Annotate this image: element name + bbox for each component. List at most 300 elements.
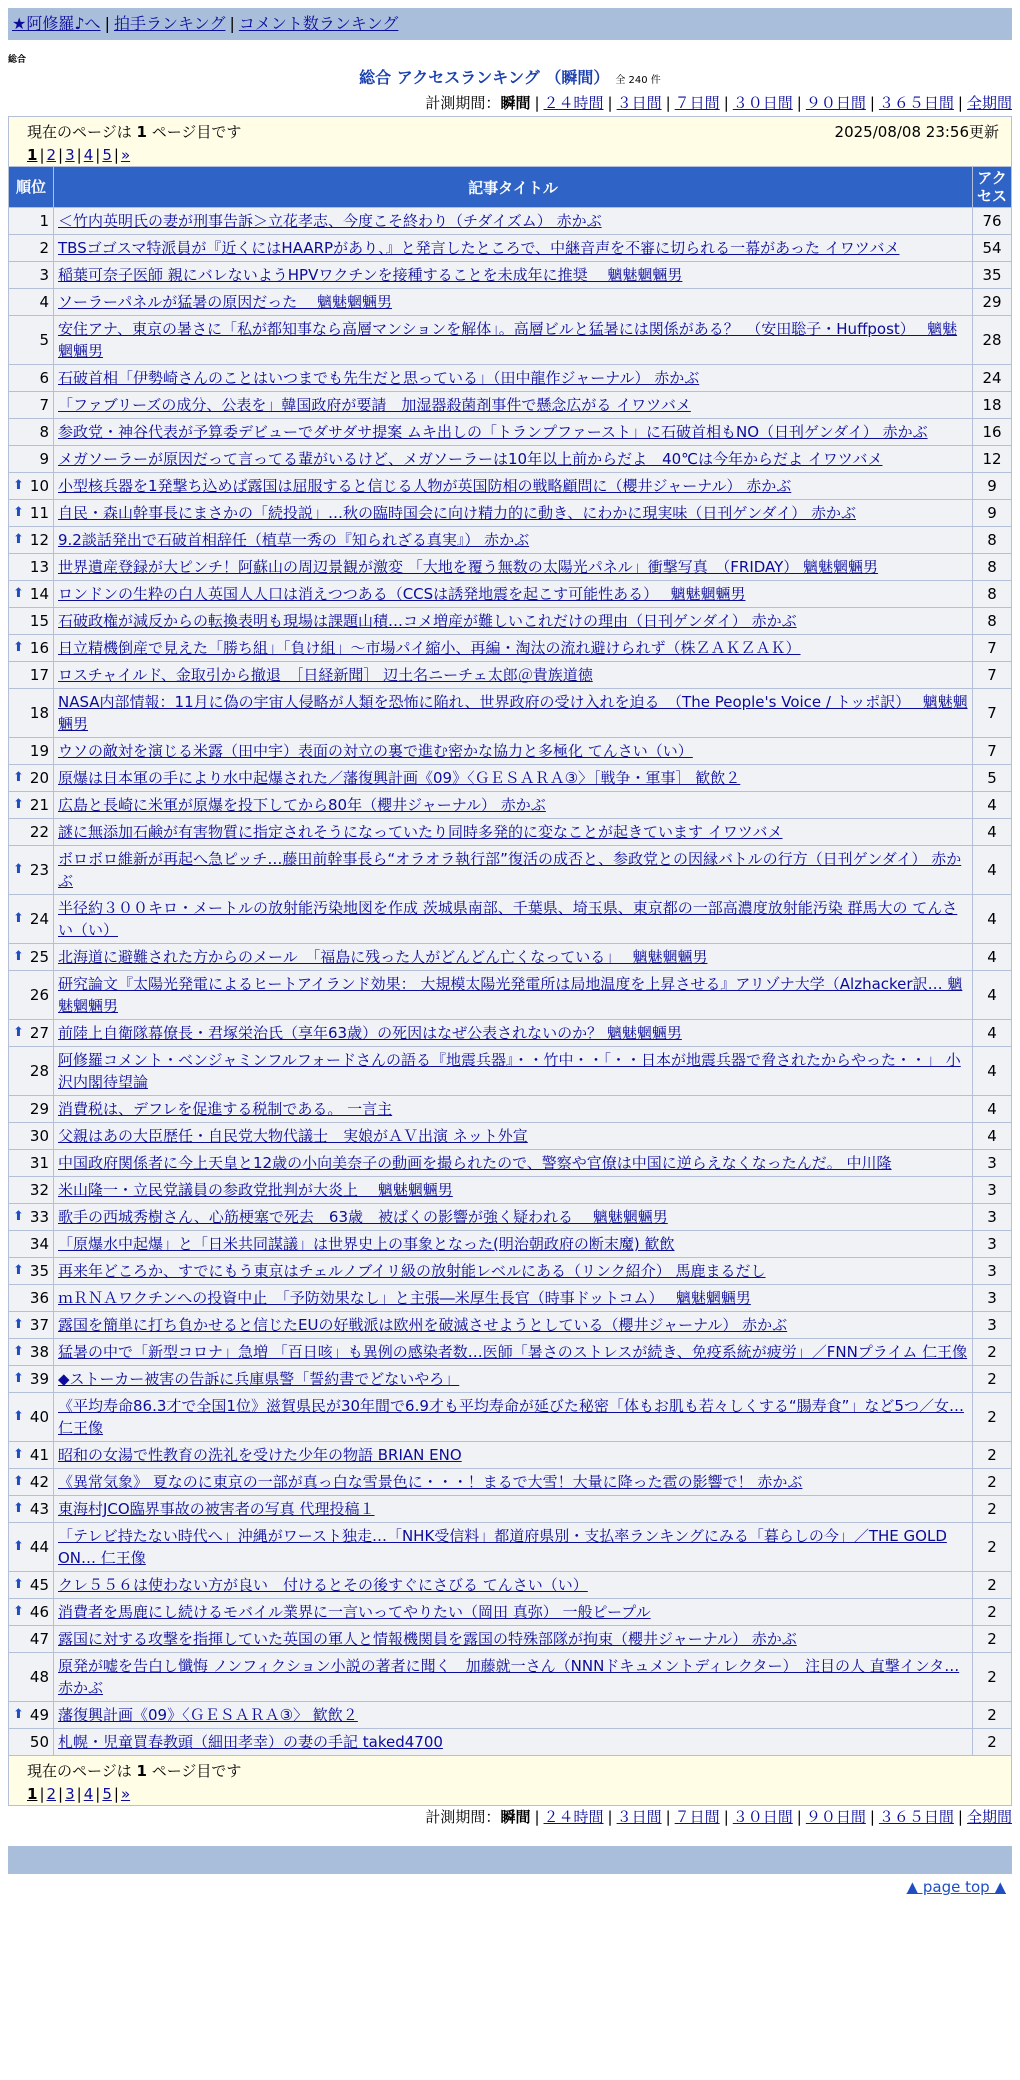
rank-cell (9, 1702, 54, 1729)
article-title-link[interactable]: 米山隆一・立民党議員の参政党批判が大炎上 魑魅魍魎男 (58, 1181, 453, 1199)
period-separator: | (957, 1808, 963, 1826)
rank-number: 13 (29, 558, 49, 576)
rank-cell (9, 765, 54, 792)
table-row (9, 289, 1012, 316)
nav-applause-ranking-link[interactable]: 拍手ランキング (113, 14, 226, 33)
table-row (9, 608, 1012, 635)
period-option[interactable]: ３６５日間 (878, 94, 954, 112)
pager-page-link-bottom[interactable]: 5 (102, 1785, 112, 1803)
table-row (9, 1653, 1012, 1702)
rank-cell (9, 527, 54, 554)
pager-page-link[interactable]: 3 (65, 146, 75, 164)
article-title-link[interactable]: 中国政府関係者に今上天皇と12歳の小向美奈子の動画を撮られたので、警察や官僚は中国に逆らえなくなったんだ。 中川隆 (58, 1154, 892, 1172)
table-row (9, 235, 1012, 262)
title-cell (54, 819, 973, 846)
ranking-table (8, 116, 1012, 1806)
article-title-link[interactable]: 阿修羅コメント・ベンジャミンフルフォードさんの語る『地震兵器』・・竹中・・「・・日本が地震兵器で脅されたからやった・・」 小沢内閣待望論 (58, 1051, 961, 1091)
period-option-bottom[interactable]: ９０日間 (805, 1808, 866, 1826)
rank-number: 26 (29, 986, 49, 1004)
rank-number: 23 (29, 861, 49, 879)
rank-up-arrow-icon: ⬆ (13, 1344, 24, 1359)
period-separator: | (796, 1808, 802, 1826)
article-title-link[interactable]: ソーラーパネルが猛暑の原因だった 魑魅魍魎男 (58, 293, 393, 311)
article-title-link[interactable]: 「テレビ持たない時代へ」沖縄がワースト独走…「NHK受信料」都道府県別・支払率ランキングにみる「暮らしの今」／THE GOLD ON… 仁王像 (58, 1527, 947, 1567)
title-cell (54, 1366, 973, 1393)
rank-number: 39 (29, 1370, 49, 1388)
rank-number: 45 (29, 1576, 49, 1594)
period-separator: | (796, 94, 802, 112)
access-count: 24 (973, 365, 1012, 392)
article-title-link[interactable]: 謎に無添加石鹸が有害物質に指定されそうになっていたり同時多発的に変なことが起きています イワツバメ (58, 823, 783, 841)
title-cell (54, 1496, 973, 1523)
article-title-link[interactable]: 消費者を馬鹿にし続けるモバイル業界に一言いってやりたい（岡田 真弥） 一般ピープル (58, 1603, 651, 1621)
pager-page-link[interactable]: 4 (83, 146, 94, 164)
rank-cell (9, 1523, 54, 1572)
access-count: 2 (973, 1339, 1012, 1366)
rank-cell (9, 1150, 54, 1177)
article-title-link[interactable]: 原発が嘘を告白し懺悔 ノンフィクション小説の著者に聞く 加藤就一さん（NNNドキュメントディレクター） 注目の人 直撃インタ… 赤かぶ (58, 1657, 960, 1697)
article-title-link[interactable]: 再来年どころか、すでにもう東京はチェルノブイリ級の放射能レベルにある（リンク紹介） 馬鹿まるだし (58, 1262, 766, 1280)
access-count: 2 (973, 1599, 1012, 1626)
table-row (9, 1150, 1012, 1177)
article-title-link[interactable]: 《異常気象》 夏なのに東京の一部が真っ白な雪景色に・・・！まるで大雪！大量に降った雹の影響で！ 赤かぶ (58, 1473, 803, 1491)
pager-separator: | (58, 1785, 64, 1803)
rank-up-arrow-icon: ⬆ (13, 640, 24, 655)
period-option[interactable]: 全期間 (966, 94, 1012, 112)
rank-cell (9, 289, 54, 316)
period-option-bottom[interactable]: 全期間 (966, 1808, 1012, 1826)
rank-number: 42 (29, 1473, 49, 1491)
period-option-bottom[interactable]: ７日間 (674, 1808, 720, 1826)
title-cell (54, 1393, 973, 1442)
top-nav: ★阿修羅♪へ | 拍手ランキング | コメント数ランキング (8, 8, 1012, 40)
rank-number: 30 (29, 1127, 49, 1145)
access-count: 4 (973, 846, 1012, 895)
rank-cell (9, 1393, 54, 1442)
table-row (9, 1204, 1012, 1231)
rank-cell (9, 689, 54, 738)
updated-timestamp: 2025/08/08 23:56更新 (834, 123, 999, 141)
period-option[interactable]: ７日間 (674, 94, 720, 112)
rank-cell (9, 1047, 54, 1096)
rank-number: 46 (29, 1603, 49, 1621)
table-row (9, 635, 1012, 662)
access-count: 18 (973, 392, 1012, 419)
table-row (9, 1393, 1012, 1442)
title-cell (54, 554, 973, 581)
article-title-link[interactable]: 《平均寿命86.3才で全国1位》滋賀県民が30年間で6.9才も平均寿命が延びた秘密「体もお肌も若々しくする“腸寿食”」など5つ／女… 仁王像 (58, 1397, 964, 1437)
rank-cell (9, 1339, 54, 1366)
rank-cell (9, 1366, 54, 1393)
rank-number: 19 (29, 742, 49, 760)
rank-number: 35 (29, 1262, 49, 1280)
rank-cell (9, 581, 54, 608)
rank-number: 48 (29, 1668, 49, 1686)
pager-page-link[interactable]: 5 (102, 146, 112, 164)
rank-cell (9, 1599, 54, 1626)
pager-page-link-bottom[interactable]: 3 (65, 1785, 75, 1803)
title-cell (54, 1285, 973, 1312)
rank-up-arrow-icon: ⬆ (13, 1409, 24, 1424)
rank-cell (9, 392, 54, 419)
access-count: 7 (973, 689, 1012, 738)
article-title-link[interactable]: 石破政権が減反からの転換表明も現場は課題山積…コメ増産が難しいこれだけの理由（日刊ゲンダイ） 赤かぶ (58, 612, 797, 630)
rank-cell (9, 446, 54, 473)
article-title-link[interactable]: 石破首相「伊勢崎さんのことはいつまでも先生だと思っている」（田中龍作ジャーナル） 赤かぶ (58, 369, 700, 387)
rank-up-arrow-icon: ⬆ (13, 862, 24, 877)
rank-up-arrow-icon: ⬆ (13, 1263, 24, 1278)
rank-up-arrow-icon: ⬆ (13, 1447, 24, 1462)
page-text-post-bottom: ページ目です (151, 1762, 242, 1780)
rank-number: 11 (29, 504, 49, 522)
rank-cell (9, 895, 54, 944)
period-current: 瞬間 (500, 94, 531, 112)
pager-next-link[interactable]: » (120, 146, 131, 164)
rank-number: 21 (29, 796, 49, 814)
period-option[interactable]: ２４時間 (543, 94, 604, 112)
rank-number: 5 (39, 331, 49, 349)
table-row (9, 1258, 1012, 1285)
rank-cell (9, 738, 54, 765)
table-row (9, 765, 1012, 792)
info-bar-bottom (9, 1756, 1012, 1806)
header-rank: 順位 (9, 167, 54, 208)
article-title-link[interactable]: 小型核兵器を1発撃ち込めば露国は屈服すると信じる人物が英国防相の戦略顧問に（櫻井ジャーナル） 赤かぶ (58, 477, 792, 495)
title-cell (54, 1231, 973, 1258)
title-cell (54, 1096, 973, 1123)
article-title-link[interactable]: 自民・森山幹事長にまさかの「続投説」…秋の臨時国会に向け精力的に動き、にわかに現実味（日刊ゲンダイ） 赤かぶ (58, 504, 856, 522)
access-count: 4 (973, 971, 1012, 1020)
access-count: 2 (973, 1702, 1012, 1729)
article-title-link[interactable]: 広島と長崎に米軍が原爆を投下してから80年（櫻井ジャーナル） 赤かぶ (58, 796, 546, 814)
access-count: 35 (973, 262, 1012, 289)
period-current-bottom: 瞬間 (500, 1808, 531, 1826)
pager-separator: | (95, 146, 101, 164)
access-count: 4 (973, 944, 1012, 971)
title-cell (54, 1626, 973, 1653)
category-label: 総合 (8, 55, 27, 65)
access-count: 54 (973, 235, 1012, 262)
rank-number: 9 (39, 450, 49, 468)
article-title-link[interactable]: 「ファブリーズの成分、公表を」韓国政府が要請 加湿器殺菌剤事件で懸念広がる イワツバメ (58, 396, 691, 414)
period-separator: | (534, 1808, 540, 1826)
access-count: 28 (973, 316, 1012, 365)
rank-cell (9, 208, 54, 235)
rank-number: 3 (39, 266, 49, 284)
access-count: 3 (973, 1285, 1012, 1312)
article-title-link[interactable]: ｍＲＮＡワクチンへの投資中止 「予防効果なし」と主張―米厚生長官（時事ドットコム） 魑魅魍魎男 (58, 1289, 751, 1307)
article-title-link[interactable]: 北海道に避難された方からのメール 「福島に残った人がどんどん亡くなっている」 魑魅魍魎男 (58, 948, 708, 966)
rank-cell (9, 1231, 54, 1258)
title-cell (54, 1177, 973, 1204)
page-top-link[interactable]: ▲ page top ▲ (906, 1878, 1006, 1896)
table-row (9, 1496, 1012, 1523)
rank-number: 34 (29, 1235, 49, 1253)
period-option[interactable]: ３日間 (616, 94, 662, 112)
article-title-link[interactable]: 参政党・神谷代表が予算委デビューでダサダサ提案 ムキ出しの「トランプファースト」に石破首相もNO（日刊ゲンダイ） 赤かぶ (58, 423, 928, 441)
article-title-link[interactable]: 9.2談話発出で石破首相辞任（植草一秀の『知られざる真実』） 赤かぶ (58, 531, 530, 549)
table-row (9, 1469, 1012, 1496)
period-option[interactable]: ９０日間 (805, 94, 866, 112)
table-row (9, 1177, 1012, 1204)
article-title-link[interactable]: 研究論文『太陽光発電によるヒートアイランド効果： 大規模太陽光発電所は局地温度を上昇させる』アリゾナ大学（Alzhacker訳… 魑魅魍魎男 (58, 975, 963, 1015)
access-count: 3 (973, 1204, 1012, 1231)
rank-up-arrow-icon: ⬆ (13, 586, 24, 601)
rank-up-arrow-icon: ⬆ (13, 1539, 24, 1554)
title-cell (54, 608, 973, 635)
article-title-link[interactable]: 前陸上自衛隊幕僚長・君塚栄治氏（享年63歳）の死因はなぜ公表されないのか？ 魑魅魍魎男 (58, 1024, 682, 1042)
article-title-link[interactable]: ◆ストーカー被害の告訴に兵庫県警「誓約書でどないやろ」 (58, 1370, 460, 1388)
rank-number: 44 (29, 1538, 49, 1556)
rank-number: 8 (39, 423, 49, 441)
page-text-pre-bottom: 現在のページは (27, 1762, 132, 1780)
title-cell (54, 689, 973, 738)
article-title-link[interactable]: NASA内部情報：11月に偽の宇宙人侵略が人類を恐怖に陥れ、世界政府の受け入れを迫る （The People's Voice / トッポ訳） 魑魅魍魎男 (58, 693, 968, 733)
table-row (9, 500, 1012, 527)
access-count: 8 (973, 527, 1012, 554)
title-cell (54, 1442, 973, 1469)
article-title-link[interactable]: 安住アナ、東京の暑さに「私が都知事なら高層マンションを解体」。高層ビルと猛暑には関係がある？ （安田聡子・Huffpost） 魑魅魍魎男 (58, 320, 958, 360)
rank-number: 24 (29, 910, 49, 928)
rank-cell (9, 1442, 54, 1469)
title-cell (54, 662, 973, 689)
page-top-area (8, 1874, 1012, 1900)
rank-cell (9, 819, 54, 846)
access-count: 2 (973, 1653, 1012, 1702)
article-title-link[interactable]: ロスチャイルド、金取引から撤退 ［日経新聞］ 辺土名ニーチェ太郎＠貴族道徳 (58, 666, 593, 684)
article-title-link[interactable]: ボロボロ維新が再起へ急ピッチ…藤田前幹事長ら“オラオラ執行部”復活の成否と、参政党との因縁バトルの行方（日刊ゲンダイ） 赤かぶ (58, 850, 962, 890)
title-cell (54, 635, 973, 662)
article-title-link[interactable]: 原爆は日本軍の手により水中起爆された／藩復興計画《09》〈ＧＥＳＡＲＡ③〉［戦争・軍事］ 歓飲２ (58, 769, 741, 787)
article-title-link[interactable]: 世界遺産登録が大ピンチ！阿蘇山の周辺景観が激変 「大地を覆う無数の太陽光パネル」衝撃写真 （FRIDAY） 魑魅魍魎男 (58, 558, 879, 576)
access-count: 4 (973, 792, 1012, 819)
period-separator: | (957, 94, 963, 112)
info-bar-top (9, 117, 1012, 167)
access-count: 29 (973, 289, 1012, 316)
title-cell (54, 208, 973, 235)
rank-cell (9, 1177, 54, 1204)
rank-cell (9, 1258, 54, 1285)
article-title-link[interactable]: メガソーラーが原因だって言ってる輩がいるけど、メガソーラーは10年以上前からだよ 40℃は今年からだよ イワツバメ (58, 450, 883, 468)
rank-cell (9, 473, 54, 500)
pager-separator: | (76, 146, 82, 164)
rank-cell (9, 1123, 54, 1150)
access-count: 2 (973, 1729, 1012, 1756)
access-count: 2 (973, 1469, 1012, 1496)
rank-number: 49 (29, 1706, 49, 1724)
table-row (9, 316, 1012, 365)
title-cell (54, 1020, 973, 1047)
rank-cell (9, 1626, 54, 1653)
table-row (9, 1285, 1012, 1312)
rank-cell (9, 1572, 54, 1599)
article-title-link[interactable]: 露国を簡単に打ち負かせると信じたEUの好戦派は欧州を破滅させようとしている（櫻井ジャーナル） 赤かぶ (58, 1316, 788, 1334)
access-count: 2 (973, 1393, 1012, 1442)
period-option-bottom[interactable]: ３日間 (616, 1808, 662, 1826)
table-row (9, 208, 1012, 235)
rank-cell (9, 1469, 54, 1496)
pager-separator: | (95, 1785, 101, 1803)
article-title-link[interactable]: 昭和の女湯で性教育の洗礼を受けた少年の物語 BRIAN ENO (58, 1446, 462, 1464)
article-title-link[interactable]: 日立精機倒産で見えた「勝ち組」「負け組」～市場パイ縮小、再編・淘汰の流れ避けられず（株ＺＡＫＺＡＫ） (58, 639, 801, 657)
period-label-bottom: 計測期間： (425, 1808, 501, 1826)
access-count: 3 (973, 1258, 1012, 1285)
article-title-link[interactable]: 猛暑の中で「新型コロナ」急増 「百日咳」も異例の感染者数…医師「暑さのストレスが続き、免疫系統が疲労」／FNNプライム 仁王像 (58, 1343, 968, 1361)
article-title-link[interactable]: 稲葉可奈子医師 親にバレないようHPVワクチンを接種することを未成年に推奨 魑魅魍魎男 (58, 266, 683, 284)
access-count: 2 (973, 1442, 1012, 1469)
rank-cell (9, 1285, 54, 1312)
access-count: 3 (973, 1150, 1012, 1177)
nav-comment-ranking-link[interactable]: コメント数ランキング (238, 14, 399, 33)
article-title-link[interactable]: TBSゴゴスマ特派員が『近くにはHAARPがあり、』と発言したところで、中継音声を不審に切られる一幕があった イワツバメ (58, 239, 900, 257)
rank-number: 31 (29, 1154, 49, 1172)
title-cell (54, 446, 973, 473)
table-row (9, 1729, 1012, 1756)
title-cell (54, 738, 973, 765)
rank-up-arrow-icon: ⬆ (13, 1707, 24, 1722)
title-cell (54, 365, 973, 392)
rank-number: 28 (29, 1062, 49, 1080)
rank-cell (9, 554, 54, 581)
title-cell (54, 846, 973, 895)
table-row (9, 1339, 1012, 1366)
title-cell (54, 944, 973, 971)
page-text-pre: 現在のページは (27, 123, 132, 141)
header-access: アクセス (973, 167, 1012, 208)
rank-number: 36 (29, 1289, 49, 1307)
table-row (9, 1599, 1012, 1626)
pager-page-link[interactable]: 2 (46, 146, 57, 164)
pager-separator: | (39, 1785, 45, 1803)
access-count: 8 (973, 554, 1012, 581)
access-count: 76 (973, 208, 1012, 235)
rank-number: 38 (29, 1343, 49, 1361)
rank-cell (9, 365, 54, 392)
article-title-link[interactable]: クレ５５６は使わない方が良い 付けるとその後すぐにさびる てんさい（い） (58, 1576, 588, 1594)
rank-up-arrow-icon: ⬆ (13, 1025, 24, 1040)
access-count: 3 (973, 1177, 1012, 1204)
article-title-link[interactable]: ＜竹内英明氏の妻が刑事告訴＞立花孝志、今度こそ終わり（チダイズム） 赤かぶ (58, 212, 602, 230)
access-count: 3 (973, 1231, 1012, 1258)
rank-up-arrow-icon: ⬆ (13, 1317, 24, 1332)
table-row (9, 554, 1012, 581)
pager-page-link-bottom[interactable]: 2 (46, 1785, 57, 1803)
rank-number: 47 (29, 1630, 49, 1648)
access-count: 4 (973, 1096, 1012, 1123)
nav-asyura-home-link[interactable]: ★阿修羅♪へ (12, 14, 101, 33)
access-count: 7 (973, 662, 1012, 689)
table-row (9, 392, 1012, 419)
rank-up-arrow-icon: ⬆ (13, 770, 24, 785)
table-row (9, 1020, 1012, 1047)
pager-current: 1 (27, 146, 38, 164)
rank-cell (9, 1096, 54, 1123)
article-title-link[interactable]: 消費税は、デフレを促進する税制である。 一言主 (58, 1100, 393, 1118)
table-row (9, 1523, 1012, 1572)
page-num: 1 (136, 123, 147, 141)
rank-up-arrow-icon: ⬆ (13, 1209, 24, 1224)
article-title-link[interactable]: 父親はあの大臣歴任・自民党大物代議士 実娘がＡＶ出演 ネット外宣 (58, 1127, 528, 1145)
title-cell (54, 971, 973, 1020)
title-cell (54, 1599, 973, 1626)
article-title-link[interactable]: 露国に対する攻撃を指揮していた英国の軍人と情報機関員を露国の特殊部隊が拘束（櫻井ジャーナル） 赤かぶ (58, 1630, 797, 1648)
rank-number: 1 (39, 212, 49, 230)
rank-cell (9, 1204, 54, 1231)
table-row (9, 1442, 1012, 1469)
article-title-link[interactable]: ロンドンの生粋の白人英国人人口は消えつつある（CCSは誘発地震を起こす可能性ある） 魑魅魍魎男 (58, 585, 746, 603)
title-cell (54, 500, 973, 527)
table-row (9, 689, 1012, 738)
pager-bottom (27, 1785, 999, 1803)
period-separator: | (607, 1808, 613, 1826)
article-title-link[interactable]: 札幌・児童買春教頭（細田孝幸）の妻の手記 taked4700 (58, 1733, 443, 1751)
rank-number: 20 (29, 769, 49, 787)
rank-cell (9, 1653, 54, 1702)
period-option[interactable]: ３０日間 (732, 94, 793, 112)
rank-cell (9, 635, 54, 662)
title-cell (54, 895, 973, 944)
access-count: 2 (973, 1496, 1012, 1523)
page-text-post: ページ目です (151, 123, 242, 141)
table-row (9, 1123, 1012, 1150)
rank-cell (9, 262, 54, 289)
access-count: 2 (973, 1626, 1012, 1653)
title-cell (54, 289, 973, 316)
pager-page-link-bottom[interactable]: 4 (83, 1785, 94, 1803)
period-separator: | (723, 1808, 729, 1826)
period-option-bottom[interactable]: ３０日間 (732, 1808, 793, 1826)
rank-number: 40 (29, 1408, 49, 1426)
table-row (9, 1366, 1012, 1393)
rank-number: 22 (29, 823, 49, 841)
rank-number: 27 (29, 1024, 49, 1042)
rank-up-arrow-icon: ⬆ (13, 911, 24, 926)
title-cell (54, 235, 973, 262)
table-row (9, 971, 1012, 1020)
period-option-bottom[interactable]: ２４時間 (543, 1808, 604, 1826)
period-label: 計測期間： (425, 94, 501, 112)
access-count: 3 (973, 1312, 1012, 1339)
title-cell (54, 1653, 973, 1702)
rank-cell (9, 1312, 54, 1339)
period-selector-top (8, 92, 1012, 114)
access-count: 8 (973, 608, 1012, 635)
rank-cell (9, 1729, 54, 1756)
rank-up-arrow-icon: ⬆ (13, 1501, 24, 1516)
table-row (9, 365, 1012, 392)
article-title-link[interactable]: 藩復興計画《09》〈ＧＥＳＡＲＡ③〉 歓飲２ (58, 1706, 358, 1724)
article-title-link[interactable]: 東海村JCO臨界事故の被害者の写真 代理投稿１ (58, 1500, 375, 1518)
rank-number: 15 (29, 612, 49, 630)
rank-cell (9, 316, 54, 365)
article-title-link[interactable]: 歌手の西城秀樹さん、心筋梗塞で死去 63歳 被ばくの影響が強く疑われる 魑魅魍魎男 (58, 1208, 668, 1226)
page-title-text: 総合 アクセスランキング （瞬間） (359, 68, 610, 87)
article-title-link[interactable]: ウソの敵対を演じる米露（田中宇）表面の対立の裏で進む密かな協力と多極化 てんさい（い） (58, 742, 693, 760)
period-separator: | (869, 94, 875, 112)
article-title-link[interactable]: 半径約３００キロ・メートルの放射能汚染地図を作成 茨城県南部、千葉県、埼玉県、東京都の一部高濃度放射能汚染 群馬大の てんさい（い） (58, 899, 958, 939)
title-cell (54, 792, 973, 819)
period-separator: | (723, 94, 729, 112)
rank-number: 2 (39, 239, 49, 257)
table-row (9, 1312, 1012, 1339)
period-option-bottom[interactable]: ３６５日間 (878, 1808, 954, 1826)
article-title-link[interactable]: 「原爆水中起爆」と「日米共同謀議」は世界史上の事象となった(明治朝政府の断末魔) 歓飲 (58, 1235, 675, 1253)
period-separator: | (607, 94, 613, 112)
rank-number: 12 (29, 531, 49, 549)
rank-cell (9, 792, 54, 819)
table-header (9, 167, 1012, 208)
pager-next-link-bottom[interactable]: » (120, 1785, 131, 1803)
